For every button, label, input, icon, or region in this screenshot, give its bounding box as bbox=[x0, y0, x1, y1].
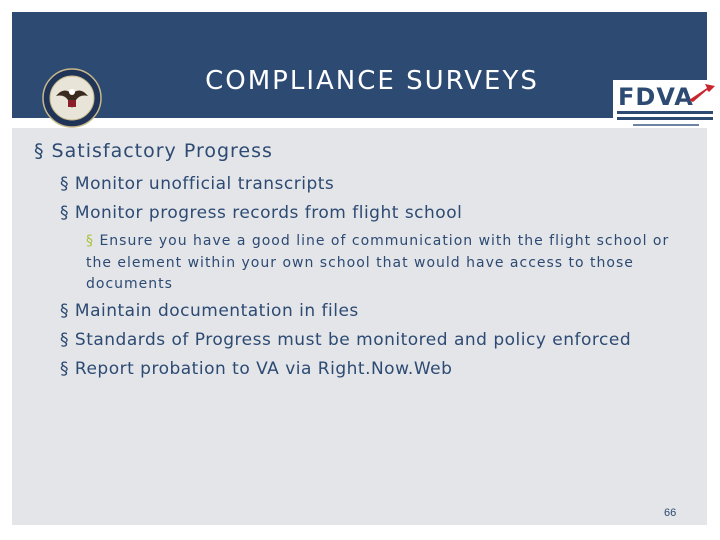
bullet-text: Maintain documentation in files bbox=[74, 301, 359, 321]
fdva-logo-subtitle-bar bbox=[617, 117, 713, 120]
bullet-marker: § bbox=[34, 140, 45, 162]
fdva-logo-tagline-bar bbox=[633, 124, 699, 126]
star-icon bbox=[689, 82, 715, 102]
bullet-level-2 bbox=[60, 174, 334, 194]
bullet-marker: § bbox=[60, 203, 69, 223]
page-number: 66 bbox=[664, 507, 677, 519]
bullet-heading: Satisfactory Progress bbox=[51, 140, 273, 162]
bullet-marker: § bbox=[86, 233, 94, 249]
slide-body bbox=[12, 128, 707, 525]
slide-title: COMPLIANCE SURVEYS bbox=[205, 66, 539, 96]
fdva-logo bbox=[613, 80, 718, 130]
bullet-text: Ensure you have a good line of communication with the flight school or the element within your own school that would have access to those documents bbox=[86, 233, 670, 292]
bullet-text: Monitor progress records from flight school bbox=[74, 203, 463, 223]
bullet-level-2 bbox=[60, 203, 462, 223]
bullet-level-1 bbox=[34, 140, 273, 162]
bullet-level-3 bbox=[86, 231, 696, 296]
slide-header bbox=[12, 12, 707, 118]
bullet-marker: § bbox=[60, 174, 69, 194]
bullet-level-2 bbox=[60, 359, 452, 379]
fdva-logo-subtitle-bar bbox=[617, 111, 713, 114]
bullet-level-2 bbox=[60, 330, 631, 350]
bullet-text: Monitor unofficial transcripts bbox=[74, 174, 335, 194]
bullet-marker: § bbox=[60, 359, 69, 379]
va-seal-icon bbox=[42, 68, 102, 128]
bullet-marker: § bbox=[60, 330, 69, 350]
bullet-text: Standards of Progress must be monitored and policy enforced bbox=[74, 330, 632, 350]
bullet-text: Report probation to VA via Right.Now.Web bbox=[74, 359, 453, 379]
bullet-level-2 bbox=[60, 301, 359, 321]
fdva-logo-text: FDVA bbox=[618, 83, 694, 111]
bullet-marker: § bbox=[60, 301, 69, 321]
